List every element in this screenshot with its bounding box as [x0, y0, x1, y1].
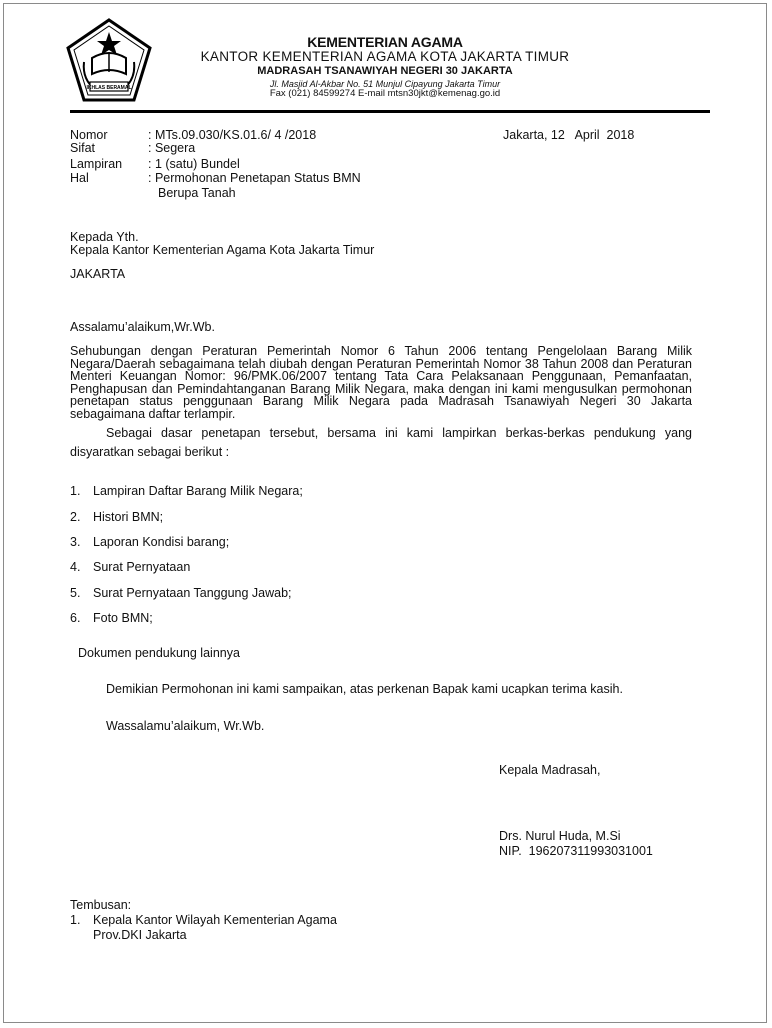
letterhead-office: KANTOR KEMENTERIAN AGAMA KOTA JAKARTA TIMUR — [200, 49, 570, 64]
meta-value-sifat: : Segera — [148, 141, 196, 155]
letterhead-ministry: KEMENTERIAN AGAMA — [307, 34, 463, 50]
cc-item: 1. Kepala Kantor Wilayah Kementerian Agama — [70, 913, 337, 927]
signature-name: Drs. Nurul Huda, M.Si — [499, 829, 621, 843]
cc-heading: Tembusan: — [70, 898, 132, 912]
meta-value-nomor: : MTs.09.030/KS.01.6/ 4 /2018 — [148, 128, 317, 142]
letterhead-contact: Fax (021) 84599274 E-mail mtsn30jkt@kemenag.go.id — [269, 88, 501, 99]
meta-label-sifat: Sifat — [70, 141, 96, 155]
logo-motto: IKHLAS BERAMAL — [86, 85, 132, 91]
greeting: Assalamu’alaikum,Wr.Wb. — [70, 320, 215, 334]
list-item: 4. Surat Pernyataan — [70, 560, 191, 574]
farewell: Wassalamu’alaikum, Wr.Wb. — [106, 719, 265, 733]
signature-title: Kepala Madrasah, — [499, 763, 601, 777]
meta-label-lampiran: Lampiran — [70, 157, 123, 171]
letterhead-address: Jl. Masjid Al-Akbar No. 51 Munjul Cipayung Jakarta Timur — [269, 79, 501, 89]
letterhead-rule — [70, 110, 710, 113]
list-item: 2. Histori BMN; — [70, 510, 164, 524]
subject-continuation: Berupa Tanah — [158, 186, 236, 200]
letterhead-school: MADRASAH TSANAWIYAH NEGERI 30 JAKARTA — [257, 65, 513, 77]
list-item: 3. Laporan Kondisi barang; — [70, 535, 230, 549]
recipient-salutation: Kepada Yth. — [70, 230, 139, 244]
letter-date: Jakarta, 12 April 2018 — [503, 128, 635, 142]
meta-label-nomor: Nomor — [70, 128, 108, 142]
recipient-city: JAKARTA — [70, 267, 126, 281]
signature-nip: NIP. 196207311993031001 — [499, 844, 653, 858]
cc-item-line2: Prov.DKI Jakarta — [93, 928, 187, 942]
meta-value-hal: : Permohonan Penetapan Status BMN — [148, 171, 361, 185]
meta-label-hal: Hal — [70, 171, 89, 185]
other-documents: Dokumen pendukung lainnya — [78, 646, 240, 660]
closing-sentence: Demikian Permohonan ini kami sampaikan, atas perkenan Bapak kami ucapkan terima kasih. — [106, 682, 623, 696]
meta-value-lampiran: : 1 (satu) Bundel — [148, 157, 240, 171]
list-item: 1. Lampiran Daftar Barang Milik Negara; — [70, 484, 303, 498]
ministry-logo — [66, 18, 152, 104]
list-item: 5. Surat Pernyataan Tanggung Jawab; — [70, 586, 292, 600]
list-item: 6. Foto BMN; — [70, 611, 153, 625]
recipient-name: Kepala Kantor Kementerian Agama Kota Jakarta Timur — [70, 243, 375, 257]
body-paragraph-2: Sebagai dasar penetapan tersebut, bersama ini kami lampirkan berkas-berkas pendukung yang disyaratkan sebagai berikut : — [70, 426, 692, 459]
body-paragraph-1: Sehubungan dengan Peraturan Pemerintah Nomor 6 Tahun 2006 tentang Pengelolaan Barang Milik Negara/Daerah sebagaimana telah diubah dengan Peraturan Pemerintah Nomor 38 Tahun 2008 dan Peraturan Menteri Keuangan Nomor: 96/PMK.06/2007 tentang Tata Cara Pelaksanaan Penggunaan, Pemanfaatan, Penghapusan dan Pemindahtanganan Barang Milik Negara, maka dengan ini kami mengusulkan permohonan penetapan status penggunaan Barang Milik Negara pada Madrasah Tsanawiyah Negeri 30 Jakarta sebagaimana daftar terlampir. — [70, 344, 692, 421]
